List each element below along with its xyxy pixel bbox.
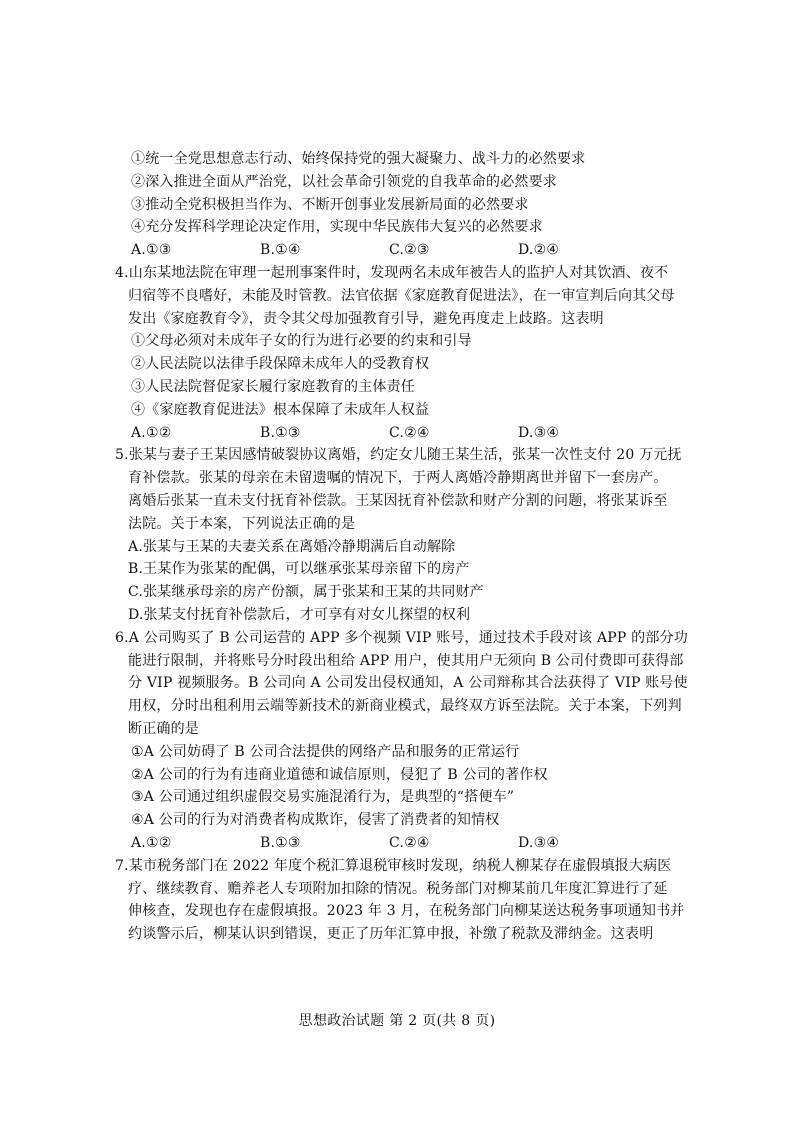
q6-stem-line-3: 分 VIP 视频服务。B 公司向 A 公司发出侵权通知，A 公司辩称其合法获得了 VIP 账号使 — [128, 675, 688, 692]
q3-option-4: ④充分发挥科学理论决定作用，实现中华民族伟大复兴的必然要求 — [131, 219, 543, 236]
q4-stem-line-1: 4.山东某地法院在审理一起刑事案件时，发现两名未成年被告人的监护人对其饮酒、夜不 — [115, 264, 669, 281]
q7-stem-line-2: 疗、继续教育、赡养老人专项附加扣除的情况。税务部门对柳某前几年度汇算进行了延 — [128, 880, 668, 897]
q6-stem-line-2: 能进行限制，并将账号分时段出租给 APP 用户，使其用户无须向 B 公司付费即可获得部 — [128, 652, 684, 669]
q4-choice-d: D.③④ — [518, 424, 560, 441]
q3-option-1: ①统一全党思想意志行动、始终保持党的强大凝聚力、战斗力的必然要求 — [131, 151, 586, 167]
q7-stem-line-3: 伸核查，发现也存在虚假填报。2023 年 3 月，在税务部门向柳某送达税务事项通知书并 — [128, 903, 685, 920]
q6-choice-a: A.①② — [131, 834, 172, 851]
q6-stem-line-4: 用权，分时出租利用云端等新技术的新商业模式，最终双方诉至法院。关于本案，下列判 — [128, 698, 682, 715]
q6-choice-d: D.③④ — [518, 834, 560, 851]
q5-option-d: D.张某支付抚育补偿款后，才可享有对女儿探望的权利 — [128, 606, 471, 623]
q6-choices — [128, 832, 688, 855]
q6-option-2: ②A 公司的行为有违商业道德和诚信原则，侵犯了 B 公司的著作权 — [131, 766, 548, 783]
q5-option-b: B.王某作为张某的配偶，可以继承张某母亲留下的房产 — [128, 561, 470, 578]
q5-option-c: C.张某继承母亲的房产份额，属于张某和王某的共同财产 — [128, 584, 484, 601]
q3-choice-d: D.②④ — [518, 242, 560, 259]
q4-choice-a: A.①② — [131, 424, 172, 441]
q5-stem-line-3: 离婚后张某一直未支付抚育补偿款。王某因抚育补偿款和财产分割的问题，将张某诉至 — [128, 492, 668, 509]
q3-choice-a: A.①③ — [131, 242, 172, 259]
page-content — [115, 148, 688, 946]
q6-stem-line-1: 6.A 公司购买了 B 公司运营的 APP 多个视频 VIP 账号，通过技术手段对该 APP 的部分功 — [115, 629, 688, 646]
q4-option-2: ②人民法院以法律手段保障未成年人的受教育权 — [131, 356, 430, 373]
q3-option-2: ②深入推进全面从严治党，以社会革命引领党的自我革命的必然要求 — [131, 173, 557, 190]
q6-option-1: ①A 公司妨碍了 B 公司合法提供的网络产品和服务的正常运行 — [131, 743, 520, 760]
q4-option-4: ④《家庭教育促进法》根本保障了未成年人权益 — [131, 401, 430, 418]
q7-stem-line-1: 7.某市税务部门在 2022 年度个税汇算退税审核时发现，纳税人柳某存在虚假填报大病医 — [115, 857, 672, 874]
q5-stem-line-4: 法院。关于本案，下列说法正确的是 — [128, 515, 356, 532]
q4-stem-line-3: 发出《家庭教育令》，责令其父母加强教育引导，避免再度走上歧路。这表明 — [128, 310, 604, 327]
q5-stem-line-1: 5.张某与妻子王某因感情破裂协议离婚，约定女儿随王某生活，张某一次性支付 20 万元抚 — [115, 447, 682, 464]
q3-choices — [128, 239, 688, 262]
q6-option-4: ④A 公司的行为对消费者构成欺诈，侵害了消费者的知情权 — [131, 812, 500, 829]
q4-choice-b: B.①③ — [260, 424, 301, 441]
q4-choice-c: C.②④ — [389, 424, 430, 441]
q4-choices — [128, 422, 688, 445]
q3-option-3: ③推动全党积极担当作为、不断开创事业发展新局面的必然要求 — [131, 196, 529, 213]
q7-stem-line-4: 约谈警示后，柳某认识到错误，更正了历年汇算申报，补缴了税款及滞纳金。这表明 — [128, 926, 654, 943]
q4-option-1: ①父母必须对未成年子女的行为进行必要的约束和引导 — [131, 333, 472, 350]
q5-option-a: A.张某与王某的夫妻关系在离婚冷静期满后自动解除 — [128, 538, 456, 555]
q4-option-3: ③人民法院督促家长履行家庭教育的主体责任 — [131, 378, 415, 395]
q6-stem-line-5: 断正确的是 — [128, 720, 199, 737]
q3-choice-b: B.①④ — [260, 242, 301, 259]
q4-stem-line-2: 归宿等不良嗜好，未能及时管教。法官依据《家庭教育促进法》，在一审宣判后向其父母 — [128, 287, 675, 304]
page-footer: 思想政治试题 第 2 页(共 8 页) — [298, 1013, 496, 1029]
q6-option-3: ③A 公司通过组织虚假交易实施混淆行为，是典型的“搭便车” — [131, 789, 515, 806]
q5-stem-line-2: 育补偿款。张某的母亲在未留遗嘱的情况下，于两人离婚冷静期离世并留下一套房产。 — [128, 470, 668, 487]
q6-choice-c: C.②④ — [389, 834, 430, 851]
q3-choice-c: C.②③ — [389, 242, 430, 259]
q6-choice-b: B.①③ — [260, 834, 301, 851]
